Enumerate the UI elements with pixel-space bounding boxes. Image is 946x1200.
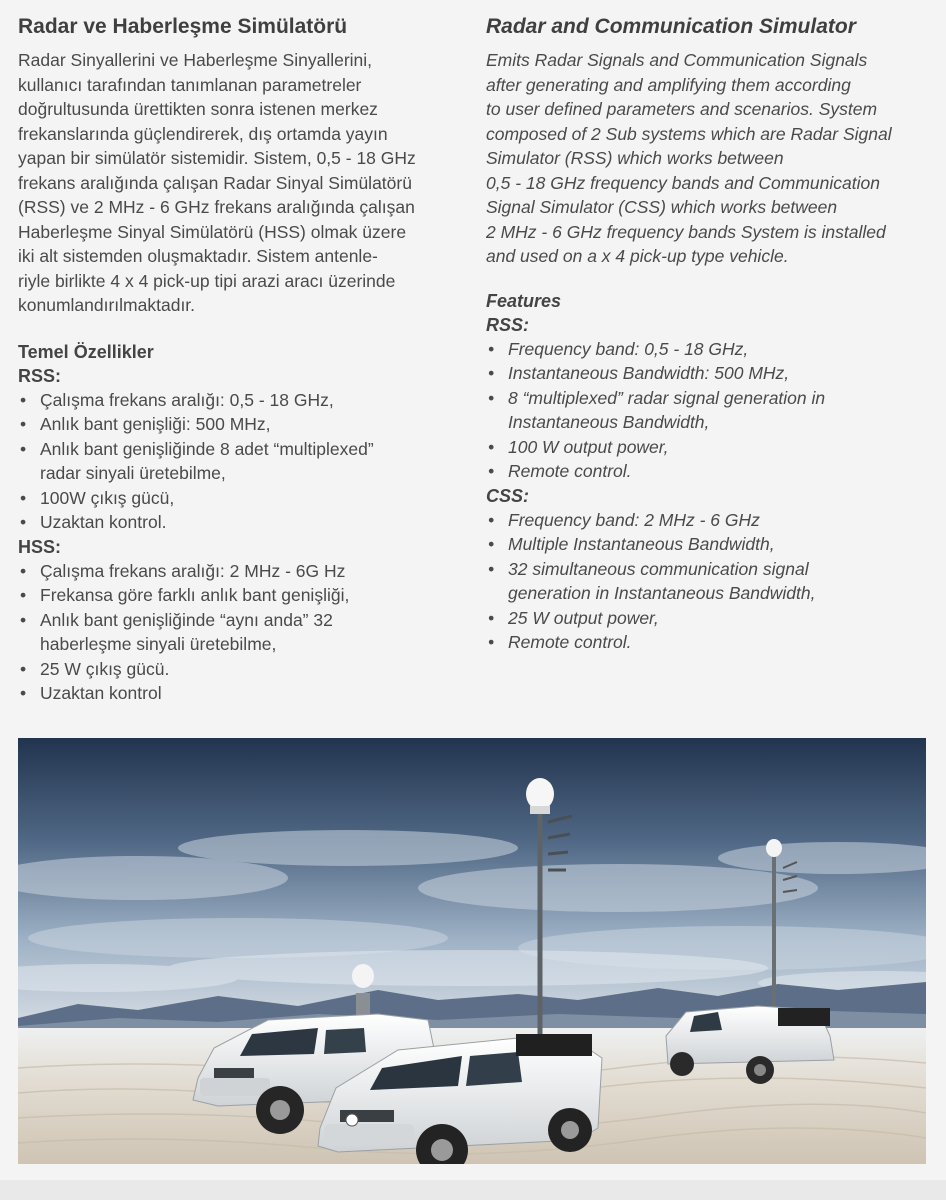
vehicle-photo xyxy=(18,738,926,1164)
tr-features-heading: Temel Özellikler xyxy=(18,341,154,362)
tr-description xyxy=(18,48,458,318)
list-item: • Multiple Instantaneous Bandwidth, xyxy=(486,532,931,557)
tr-description-line: (RSS) ve 2 MHz - 6 GHz frekans aralığında çalışan xyxy=(18,197,415,217)
en-css-list xyxy=(486,508,931,655)
en-description-line: Signal Simulator (CSS) which works between xyxy=(486,197,838,217)
tr-rss-heading: RSS: xyxy=(18,365,62,386)
en-css-heading: CSS: xyxy=(486,485,530,506)
en-description-line: 2 MHz - 6 GHz frequency bands System is installed xyxy=(486,221,886,242)
tr-description-line: yapan bir simülatör sistemidir. Sistem, 0,5 - 18 GHz xyxy=(18,148,416,168)
en-description-line: and used on a x 4 pick-up type vehicle. xyxy=(486,246,789,266)
list-item: • 32 simultaneous communication signal generation in Instantaneous Bandwidth, xyxy=(486,557,931,606)
en-description-line: composed of 2 Sub systems which are Radar Signal xyxy=(486,123,892,144)
tr-description-line: konumlandırılmaktadır. xyxy=(18,295,196,315)
en-description-line: 0,5 - 18 GHz frequency bands and Communication xyxy=(486,172,880,193)
en-title: Radar and Communication Simulator xyxy=(486,15,856,38)
en-description-line: after generating and amplifying them according xyxy=(486,74,851,95)
en-description-line: Simulator (RSS) which works between xyxy=(486,148,784,168)
en-features-heading: Features xyxy=(486,290,562,311)
list-item: • 25 W output power, xyxy=(486,606,931,631)
footer-band xyxy=(0,1180,946,1200)
tr-description-line: riyle birlikte 4 x 4 pick-up tipi arazi aracı üzerinde xyxy=(18,270,396,291)
tr-rss-list xyxy=(18,388,458,535)
tr-description-line: kullanıcı tarafından tanımlanan parametreler xyxy=(18,74,362,95)
tr-description-line: doğrultusunda ürettikten sonra istenen merkez xyxy=(18,99,378,119)
list-item: • Anlık bant genişliği: 500 MHz, xyxy=(18,412,458,437)
list-item: • 100 W output power, xyxy=(486,435,931,460)
en-description xyxy=(486,48,931,269)
list-item: • 100W çıkış gücü, xyxy=(18,486,458,511)
list-item: • Frequency band: 2 MHz - 6 GHz xyxy=(486,508,931,533)
list-item: • Instantaneous Bandwidth: 500 MHz, xyxy=(486,361,931,386)
list-item: • Frequency band: 0,5 - 18 GHz, xyxy=(486,337,931,362)
tr-description-line: Radar Sinyallerini ve Haberleşme Sinyallerini, xyxy=(18,50,373,70)
tr-description-line: iki alt sistemden oluşmaktadır. Sistem antenle- xyxy=(18,246,378,266)
list-item: • Uzaktan kontrol xyxy=(18,681,458,706)
list-item: • Frekansa göre farklı anlık bant genişliği, xyxy=(18,583,458,608)
english-column xyxy=(486,14,931,655)
list-item: • Remote control. xyxy=(486,630,931,655)
tr-title: Radar ve Haberleşme Simülatörü xyxy=(18,15,348,38)
tr-hss-heading: HSS: xyxy=(18,536,62,557)
list-item: • 25 W çıkış gücü. xyxy=(18,657,458,682)
list-item: • Anlık bant genişliğinde 8 adet “multiplexed” radar sinyali üretebilme, xyxy=(18,437,458,486)
turkish-column xyxy=(18,14,458,706)
en-rss-list xyxy=(486,337,931,484)
tr-description-line: frekans aralığında çalışan Radar Sinyal Simülatörü xyxy=(18,172,412,193)
list-item: • Çalışma frekans aralığı: 2 MHz - 6G Hz xyxy=(18,559,458,584)
list-item: • Çalışma frekans aralığı: 0,5 - 18 GHz, xyxy=(18,388,458,413)
en-rss-heading: RSS: xyxy=(486,314,530,335)
list-item: • Uzaktan kontrol. xyxy=(18,510,458,535)
en-description-line: Emits Radar Signals and Communication Signals xyxy=(486,50,868,70)
list-item: • Remote control. xyxy=(486,459,931,484)
tr-description-line: frekanslarında güçlendirerek, dış ortamda yayın xyxy=(18,123,388,144)
tr-description-line: Haberleşme Sinyal Simülatörü (HSS) olmak üzere xyxy=(18,221,407,242)
tr-hss-list xyxy=(18,559,458,706)
list-item: • Anlık bant genişliğinde “aynı anda” 32 haberleşme sinyali üretebilme, xyxy=(18,608,458,657)
list-item: • 8 “multiplexed” radar signal generation in Instantaneous Bandwidth, xyxy=(486,386,931,435)
en-description-line: to user defined parameters and scenarios. System xyxy=(486,99,878,119)
